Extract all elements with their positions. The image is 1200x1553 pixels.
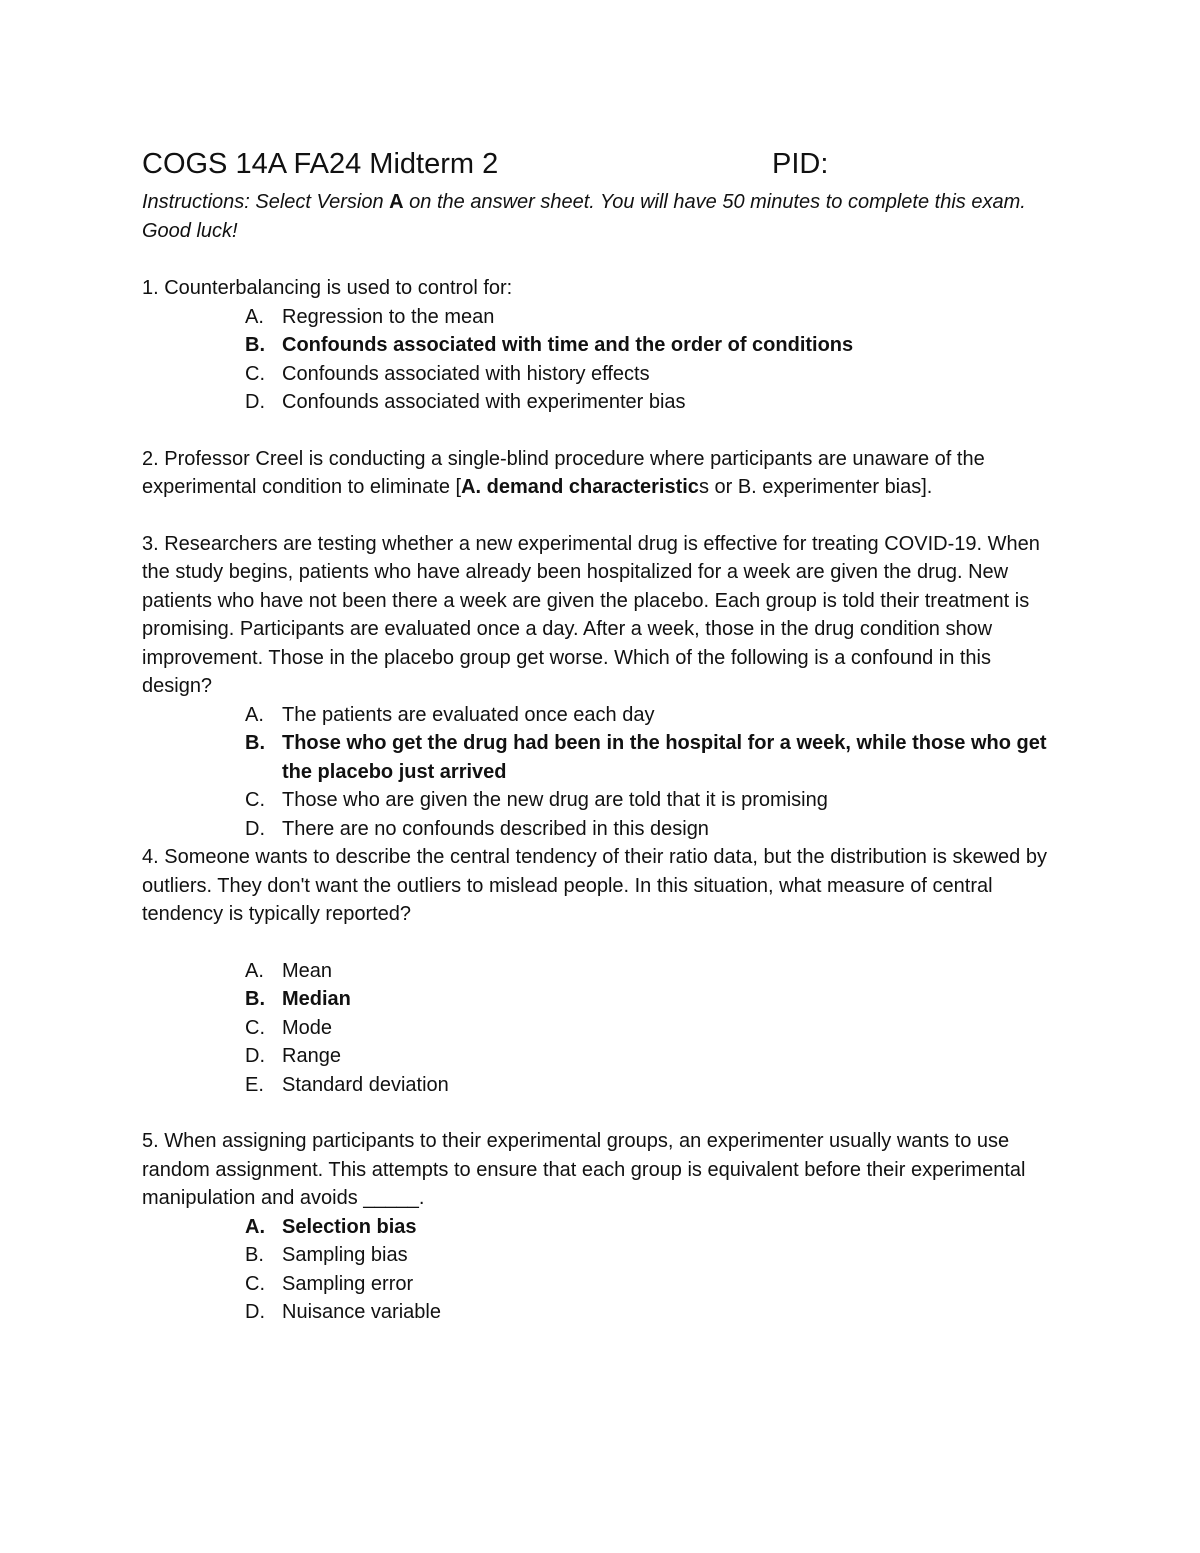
q3-option-d-text: There are no confounds described in this design bbox=[282, 817, 709, 840]
question-3 bbox=[142, 530, 1062, 844]
q5-option-c-text: Sampling error bbox=[282, 1272, 414, 1295]
q3-option-c-letter: C. bbox=[245, 789, 265, 811]
instructions-after: on the answer sheet. You will have 50 minutes to complete this exam. Good luck! bbox=[142, 191, 1026, 242]
q4-option-d-letter: D. bbox=[245, 1045, 265, 1067]
exam-title: COGS 14A FA24 Midterm 2 bbox=[142, 148, 499, 180]
q1-option-b bbox=[142, 331, 1062, 360]
q5-option-a-letter: A. bbox=[245, 1215, 265, 1238]
question-2 bbox=[142, 445, 1062, 502]
q1-option-b-text: Confounds associated with time and the order of conditions bbox=[282, 334, 854, 356]
q4-option-a-letter: A. bbox=[245, 959, 264, 982]
q1-option-d-letter: D. bbox=[245, 391, 265, 413]
q1-option-c-text: Confounds associated with history effects bbox=[282, 362, 650, 385]
q5-option-c bbox=[142, 1270, 1062, 1299]
q5-option-b-text: Sampling bias bbox=[282, 1244, 408, 1266]
q1-option-a-letter: A. bbox=[245, 305, 264, 328]
exam-page bbox=[142, 140, 1062, 1327]
q3-option-b-letter: B. bbox=[245, 732, 265, 754]
exam-header bbox=[142, 140, 1062, 188]
q4-option-c-text: Mode bbox=[282, 1016, 333, 1039]
question-2-before: 2. Professor Creel is conducting a single-blind procedure where participants are unaware of the experimental condition to eliminate [ bbox=[142, 447, 985, 498]
q3-option-c-text: Those who are given the new drug are told that it is promising bbox=[282, 789, 828, 811]
q1-option-a-text: Regression to the mean bbox=[282, 305, 495, 328]
question-4-options bbox=[142, 957, 1062, 1100]
q4-option-e-text: Standard deviation bbox=[282, 1073, 449, 1096]
q4-option-d-text: Range bbox=[282, 1045, 341, 1067]
q1-option-a bbox=[142, 303, 1062, 332]
question-4 bbox=[142, 843, 1062, 1099]
q4-option-b-text: Median bbox=[282, 988, 351, 1010]
question-1 bbox=[142, 274, 1062, 417]
q5-option-a bbox=[142, 1213, 1062, 1242]
q4-option-b bbox=[142, 985, 1062, 1014]
q4-option-a-text: Mean bbox=[282, 959, 333, 982]
q4-option-e-letter: E. bbox=[245, 1073, 264, 1096]
question-2-answer: A. demand characteristic bbox=[461, 476, 699, 498]
q1-option-d bbox=[142, 388, 1062, 417]
q3-option-c bbox=[142, 786, 1062, 815]
q3-option-a-letter: A. bbox=[245, 703, 264, 726]
q3-option-d-letter: D. bbox=[245, 817, 265, 840]
q5-option-b bbox=[142, 1241, 1062, 1270]
question-3-stem: 3. Researchers are testing whether a new experimental drug is effective for treating COVID-19. When the study begins, patients who have already been hospitalized for a week are given the drug. New patients who have not been there a week are given the placebo. Each group is told their treatment is promising. Participants are evaluated once a day. After a week, those in the drug condition show improvement. Those in the placebo group get worse. Which of the following is a confound in this design? bbox=[142, 532, 1040, 697]
instructions-before: Instructions: Select Version bbox=[142, 191, 390, 213]
q5-option-a-text: Selection bias bbox=[282, 1215, 417, 1238]
q4-option-e bbox=[142, 1071, 1062, 1100]
question-4-stem: 4. Someone wants to describe the central tendency of their ratio data, but the distribution is skewed by outliers. They don't want the outliers to mislead people. In this situation, what measure of central tendency is typically reported? bbox=[142, 846, 1047, 925]
question-5 bbox=[142, 1127, 1062, 1327]
q5-option-d-letter: D. bbox=[245, 1301, 265, 1323]
q3-option-a bbox=[142, 701, 1062, 730]
question-2-after: s or B. experimenter bias]. bbox=[698, 476, 933, 498]
q4-option-a bbox=[142, 957, 1062, 986]
question-5-stem: 5. When assigning participants to their experimental groups, an experimenter usually wants to use random assignment. This attempts to ensure that each group is equivalent before their experimental manipulation and avoids _____. bbox=[142, 1130, 1026, 1209]
q1-option-d-text: Confounds associated with experimenter bias bbox=[282, 391, 686, 413]
q3-option-d bbox=[142, 815, 1062, 844]
question-1-options bbox=[142, 303, 1062, 417]
q5-option-c-letter: C. bbox=[245, 1272, 265, 1295]
q5-option-b-letter: B. bbox=[245, 1244, 264, 1266]
instructions-version: A bbox=[389, 191, 404, 213]
q1-option-b-letter: B. bbox=[245, 334, 265, 356]
q5-option-d-text: Nuisance variable bbox=[282, 1301, 441, 1323]
question-1-stem: 1. Counterbalancing is used to control for: bbox=[142, 277, 513, 299]
q1-option-c-letter: C. bbox=[245, 362, 265, 385]
instructions bbox=[142, 188, 1062, 246]
pid-label: PID: bbox=[772, 148, 829, 180]
question-5-options bbox=[142, 1213, 1062, 1327]
q4-option-c bbox=[142, 1014, 1062, 1043]
q3-option-b-text: Those who get the drug had been in the hospital for a week, while those who get the placebo just arrived bbox=[282, 732, 1047, 783]
q5-option-d bbox=[142, 1298, 1062, 1327]
q3-option-b bbox=[142, 729, 1062, 786]
q3-option-a-text: The patients are evaluated once each day bbox=[282, 703, 655, 726]
q1-option-c bbox=[142, 360, 1062, 389]
q4-option-b-letter: B. bbox=[245, 988, 265, 1010]
q4-option-d bbox=[142, 1042, 1062, 1071]
question-3-options bbox=[142, 701, 1062, 844]
q4-option-c-letter: C. bbox=[245, 1016, 265, 1039]
